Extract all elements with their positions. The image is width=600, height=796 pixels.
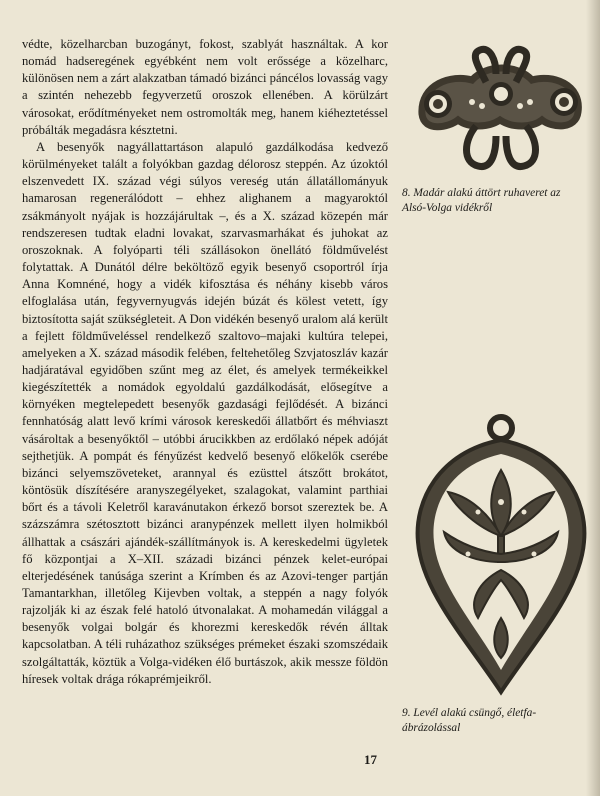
- leaf-pendant-illustration: [408, 412, 594, 697]
- figure-8-caption: 8. Madár alakú áttört ruhaveret az Alsó-Volga vidékről: [402, 187, 561, 214]
- paragraph-2: A besenyők nagyállattartáson alapuló gazdálkodása kedvező körülményeket talált a folyókban gazdag délorosz steppén. Az úzoktól elszenvedett IX. század végi súlyos vereség után állatállományuk hamarosan regenerálódott – ehhez alighanem a magyaroktól zsákmányolt nyájak is hozzájárultak –, és a X. század közepén már rendszeresen tudtak eladni lovakat, szarvasmarhákat és juhokat az oroszoknak. A folyóparti téli szállásokon önellátó földművelést folytattak. A Dunától délre beköltöző egyik besenyő csoportról írja Anna Komnéné, hogy a vidék kifosztása és néhány kisebb város elfoglalása után, fegyvernyugvás idején búzát és kölest vetett, így biztosította saját szükségleteit. A Don vidékén besenyő uralom alá került a fejlett földműveléssel rendelkező szaltovo–majaki kultúra telepei, amelyeken a X. század második felében, feltehetőleg Szvjatoszláv kazár hadjáratával egyidőben szűnt meg az élet, és amelyek termékeikkel kiegészítették a nomádok egyoldalú gazdálkodását, elősegítve a környéken megtelepedett besenyők gazdasági fejlődését. A bizánci fennhatóság alatt levő krími városok kereskedői állatbőrt és méhviaszt vásároltak a besenyőktől – utóbbi árucikkben az erdőlakó népek adóját sejthetjük. A pompát és fényűzést kedvelő besenyő előkelők cserébe bizánci selyemszöveteket, arannyal és ezüsttel átszőtt brokátot, köntösük díszítésére aranyszegélyeket, szalagokat, valamint parthiai bőrt és a távoli Keletről karavánutakon érkező borsot szereztek be. A százszámra szétosztott bizánci aranypénzek mellett ilyen holmikból állhattak a császári ajándék-szállítmányok is. A kereskedelmi ügyletek fő központjai a X–XII. századi bizánci pénzek kelet-európai elterjedésének tanúsága szerint a Krímben és az Azovi-tenger partján Tamantarkhan, illetőleg Kijevben voltak, a steppén a nagy folyók rajzolják ki az észak felé hatoló útvonalakat. A mohamedán világgal a besenyők volgai bolgár és khorezmi kereskedők révén álltak kapcsolatban. A téli ruházathoz szükséges prémeket északi szomszédaik szolgáltatták, köztük a Volga-vidéken élő burtászok, akik messze földön híresek voltak drága rókaprémjeikről.: [22, 139, 388, 686]
- page-number: 17: [364, 752, 377, 767]
- paragraph-1: védte, közelharcban buzogányt, fokost, szablyát használtak. A kor nomád hadseregének egyébként nem volt erőssége a közelharc, különösen nem a zárt alakzatban támadó bizánci páncélos lovasság vagy a szintén nehezebb fegyverzetű oroszok ellenében. A körülzárt városokat, erődítményeket nem ostromolták meg, hanem kiéheztetéssel próbálták megadásra késztetni.: [22, 37, 388, 137]
- figure-9-caption: 9. Levél alakú csüngő, életfa-ábrázolással: [402, 707, 537, 734]
- body-text: [22, 36, 388, 688]
- bird-mount-illustration: [392, 44, 600, 179]
- page-edge-shadow: [586, 0, 600, 796]
